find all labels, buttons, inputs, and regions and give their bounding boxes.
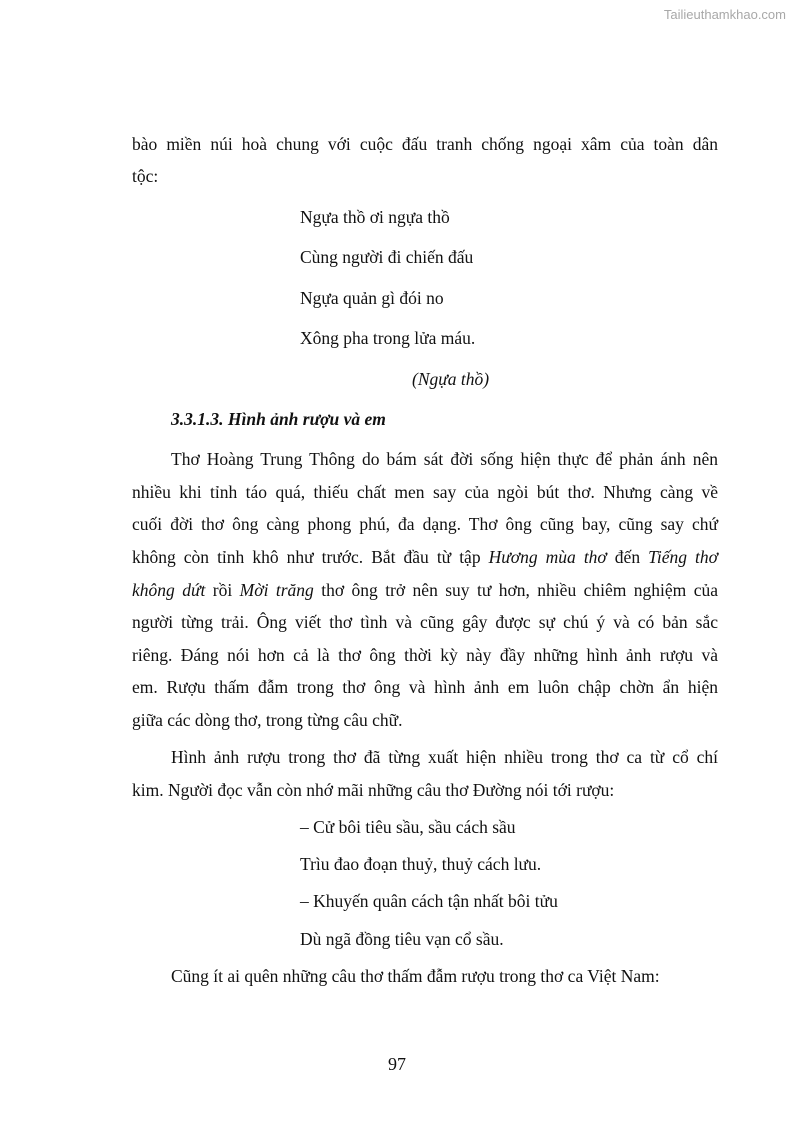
page-number: 97 (388, 1054, 406, 1074)
text: rồi (205, 580, 240, 600)
text: đến (606, 547, 649, 567)
book-title: Tiếng thơ (648, 547, 718, 567)
paragraph-line: tộc: (132, 166, 159, 186)
paragraph-line: bào miền núi hoà chung với cuộc đấu tranh chống ngoại xâm của toàn dân (132, 134, 718, 154)
book-title: Mời trăng (239, 580, 314, 600)
section-heading: 3.3.1.3. Hình ảnh rượu và em (171, 409, 386, 429)
text: thơ ông trở nên suy tư hơn, nhiều chiêm nghiệm của (313, 580, 718, 600)
paragraph-line: em. Rượu thấm đẫm trong thơ ông và hình ảnh em luôn chập chờn ẩn hiện (132, 677, 718, 697)
paragraph-line: người từng trải. Ông viết thơ tình và cũng gây được sự chú ý và có bản sắc (132, 612, 718, 632)
book-title: Hương mùa thơ (488, 547, 607, 567)
poem-line: – Khuyến quân cách tận nhất bôi tửu (300, 891, 558, 911)
text: không còn tỉnh khô như trước. Bắt đầu từ tập (132, 547, 489, 567)
paragraph-line: Cũng ít ai quên những câu thơ thấm đẫm rượu trong thơ ca Việt Nam: (171, 966, 660, 986)
book-title: không dứt (132, 580, 206, 600)
poem-line: Cùng người đi chiến đấu (300, 247, 474, 267)
paragraph-line: riêng. Đáng nói hơn cả là thơ ông thời kỳ này đầy những hình ảnh rượu và (132, 645, 718, 665)
paragraph-line: kim. Người đọc vẫn còn nhớ mãi những câu thơ Đường nói tới rượu: (132, 780, 615, 800)
poem-source: (Ngựa thồ) (412, 369, 490, 389)
paragraph-line: Thơ Hoàng Trung Thông do bám sát đời sống hiện thực để phản ánh nên (171, 449, 718, 469)
poem-line: Ngựa quản gì đói no (300, 288, 444, 308)
poem-line: Ngựa thồ ơi ngựa thồ (300, 207, 450, 227)
paragraph-line: giữa các dòng thơ, trong từng câu chữ. (132, 710, 403, 730)
poem-line: – Cử bôi tiêu sầu, sầu cách sầu (300, 817, 516, 837)
paragraph-line (132, 547, 718, 567)
paragraph-line (132, 580, 718, 600)
poem-line: Dù ngã đồng tiêu vạn cổ sầu. (300, 929, 504, 949)
paragraph-line: cuối đời thơ ông càng phong phú, đa dạng. Thơ ông cũng bay, cũng say chứ (132, 514, 718, 534)
paragraph-line: nhiều khi tỉnh táo quá, thiếu chất men say của ngòi bút thơ. Nhưng càng về (132, 482, 718, 502)
paragraph-line: Hình ảnh rượu trong thơ đã từng xuất hiện nhiều trong thơ ca từ cổ chí (171, 747, 718, 767)
poem-line: Trìu đao đoạn thuỷ, thuỷ cách lưu. (300, 854, 542, 874)
watermark: Tailieuthamkhao.com (663, 7, 786, 22)
poem-line: Xông pha trong lửa máu. (300, 328, 476, 348)
